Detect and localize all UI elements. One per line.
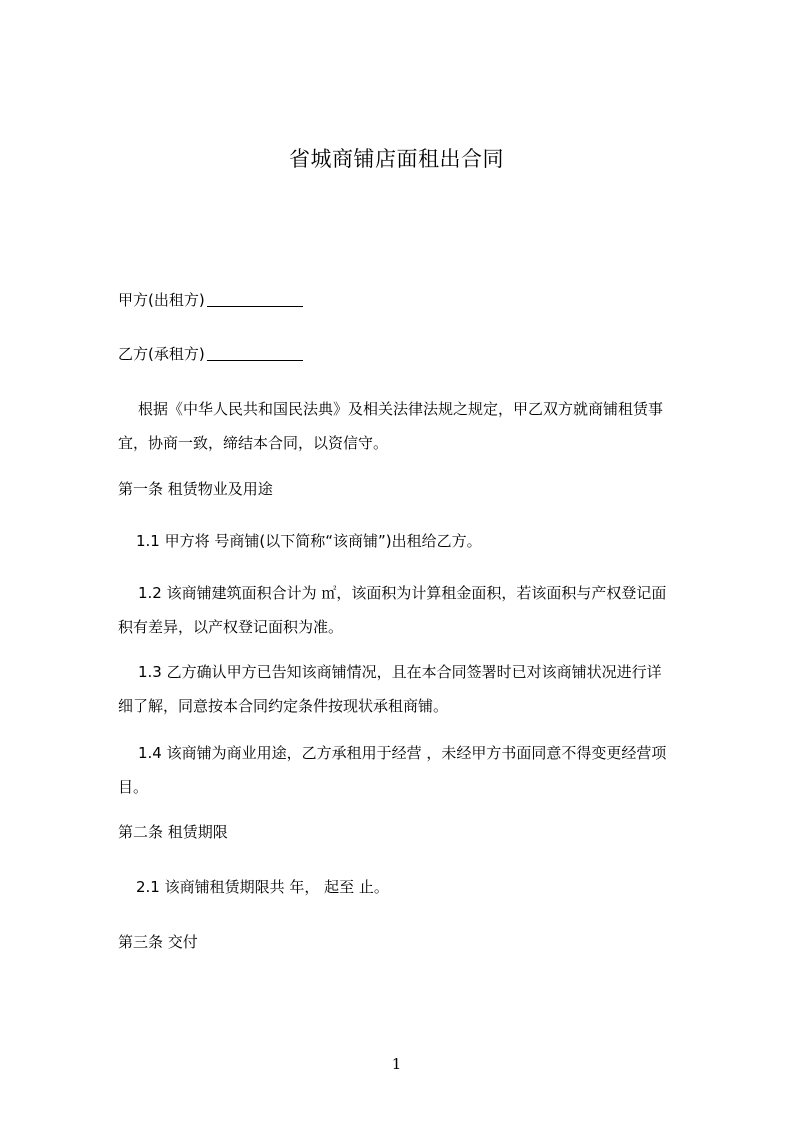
preamble-line-1: 根据《中华人民共和国民法典》及相关法律法规之规定，甲乙双方就商铺租赁事 (138, 400, 664, 418)
clause-1-2 (118, 576, 718, 644)
party-a-line (118, 283, 718, 317)
preamble-paragraph (118, 392, 718, 460)
party-a-label: 甲方(出租方) (118, 291, 205, 309)
clause-1-3-line-1: 1.3 乙方确认甲方已告知该商铺情况，且在本合同签署时已对该商铺状况进行详 (138, 663, 662, 681)
article-2-heading: 第二条 租赁期限 (118, 823, 228, 841)
preamble-line-2: 宜，协商一致，缔结本合同，以资信守。 (118, 434, 389, 452)
clause-2-1: 2.1 该商铺租赁期限共 年， 起至 止。 (136, 878, 389, 896)
party-b-blank (207, 346, 303, 361)
clause-1-4-line-2: 目。 (118, 778, 149, 796)
clause-1-3 (118, 655, 718, 723)
clause-1-2-line-2: 积有差异，以产权登记面积为准。 (118, 618, 344, 636)
clause-1-4 (118, 736, 718, 804)
article-3-heading: 第三条 交付 (118, 933, 198, 951)
article-1-heading: 第一条 租赁物业及用途 (118, 480, 273, 498)
party-a-blank (207, 292, 303, 307)
party-b-line (118, 337, 718, 371)
document-title: 省城商铺店面租出合同 (289, 147, 504, 171)
clause-1-2-line-1: 1.2 该商铺建筑面积合计为 ㎡，该面积为计算租金面积，若该面积与产权登记面 (138, 584, 667, 602)
clause-1-1: 1.1 甲方将 号商铺(以下简称“该商铺”)出租给乙方。 (136, 532, 482, 550)
party-b-label: 乙方(承租方) (118, 345, 205, 363)
page-number: 1 (391, 1055, 402, 1073)
clause-1-4-line-1: 1.4 该商铺为商业用途，乙方承租用于经营 ，未经甲方书面同意不得变更经营项 (138, 744, 667, 762)
clause-1-3-line-2: 细了解，同意按本合同约定条件按现状承租商铺。 (118, 697, 449, 715)
